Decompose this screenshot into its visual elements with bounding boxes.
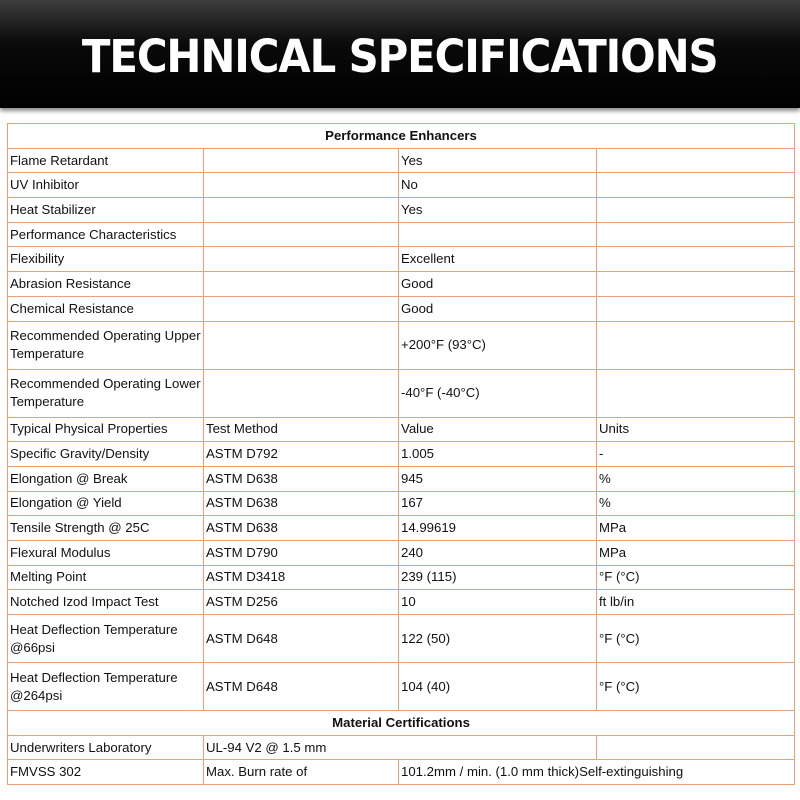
value-cell: -40°F (-40°C) <box>399 369 597 417</box>
property-cell: Underwriters Laboratory <box>8 735 204 760</box>
method-cell: ASTM D256 <box>204 590 399 615</box>
units-cell <box>597 321 795 369</box>
property-cell: Recommended Operating Lower Temperature <box>8 369 204 417</box>
property-cell: Flexibility <box>8 247 204 272</box>
value-cell: No <box>399 173 597 198</box>
property-cell: Flame Retardant <box>8 148 204 173</box>
value-cell <box>399 222 597 247</box>
table-row <box>8 272 795 297</box>
units-cell: °F (°C) <box>597 565 795 590</box>
table-row <box>8 369 795 417</box>
value-cell: 122 (50) <box>399 615 597 663</box>
header-value: Value <box>399 417 597 442</box>
property-cell: Heat Stabilizer <box>8 198 204 223</box>
units-cell <box>597 247 795 272</box>
method-cell <box>204 369 399 417</box>
table-row <box>8 663 795 711</box>
method-cell <box>204 321 399 369</box>
units-cell: ft lb/in <box>597 590 795 615</box>
value-cell: Good <box>399 272 597 297</box>
method-cell <box>204 296 399 321</box>
section-title-performance-enhancers: Performance Enhancers <box>8 124 795 149</box>
table-row <box>8 296 795 321</box>
units-cell: - <box>597 442 795 467</box>
method-cell <box>204 148 399 173</box>
units-cell <box>597 198 795 223</box>
header-test-method: Test Method <box>204 417 399 442</box>
value-cell: 1.005 <box>399 442 597 467</box>
section-title-material-certifications: Material Certifications <box>8 711 795 736</box>
method-cell: ASTM D638 <box>204 466 399 491</box>
units-cell <box>597 272 795 297</box>
header-units: Units <box>597 417 795 442</box>
property-cell: UV Inhibitor <box>8 173 204 198</box>
property-cell: Abrasion Resistance <box>8 272 204 297</box>
value-cell: 167 <box>399 491 597 516</box>
property-cell: Recommended Operating Upper Temperature <box>8 321 204 369</box>
value-cell: +200°F (93°C) <box>399 321 597 369</box>
property-cell: Melting Point <box>8 565 204 590</box>
method-cell: ASTM D648 <box>204 615 399 663</box>
units-cell: MPa <box>597 516 795 541</box>
column-header-row <box>8 417 795 442</box>
title-banner <box>0 0 800 108</box>
method-cell: ASTM D3418 <box>204 565 399 590</box>
units-cell <box>597 222 795 247</box>
property-cell: Specific Gravity/Density <box>8 442 204 467</box>
value-cell: UL-94 V2 @ 1.5 mm <box>204 735 597 760</box>
table-row <box>8 760 795 785</box>
method-cell: ASTM D792 <box>204 442 399 467</box>
property-cell: Chemical Resistance <box>8 296 204 321</box>
method-cell <box>204 272 399 297</box>
value-cell: Yes <box>399 198 597 223</box>
spec-table <box>7 123 795 785</box>
value-cell: Yes <box>399 148 597 173</box>
value-cell: 239 (115) <box>399 565 597 590</box>
table-row <box>8 491 795 516</box>
value-cell: Good <box>399 296 597 321</box>
table-row <box>8 222 795 247</box>
method-cell: ASTM D790 <box>204 540 399 565</box>
method-cell: ASTM D638 <box>204 491 399 516</box>
method-cell: ASTM D638 <box>204 516 399 541</box>
value-cell: 101.2mm / min. (1.0 mm thick)Self-extinguishing <box>399 760 795 785</box>
method-cell <box>204 198 399 223</box>
table-row <box>8 173 795 198</box>
method-cell: Max. Burn rate of <box>204 760 399 785</box>
value-cell: 14.99619 <box>399 516 597 541</box>
property-cell: Elongation @ Break <box>8 466 204 491</box>
property-cell: Elongation @ Yield <box>8 491 204 516</box>
value-cell: 240 <box>399 540 597 565</box>
table-row <box>8 735 795 760</box>
units-cell: % <box>597 491 795 516</box>
value-cell: 10 <box>399 590 597 615</box>
units-cell <box>597 148 795 173</box>
section-header-row <box>8 124 795 149</box>
section-header-row <box>8 711 795 736</box>
method-cell <box>204 247 399 272</box>
units-cell: MPa <box>597 540 795 565</box>
table-row <box>8 466 795 491</box>
property-cell: Heat Deflection Temperature @264psi <box>8 663 204 711</box>
table-row <box>8 540 795 565</box>
method-cell: ASTM D648 <box>204 663 399 711</box>
property-cell: Heat Deflection Temperature @66psi <box>8 615 204 663</box>
property-cell: Notched Izod Impact Test <box>8 590 204 615</box>
page-title: TECHNICAL SPECIFICATIONS <box>82 29 718 83</box>
table-row <box>8 321 795 369</box>
units-cell <box>597 735 795 760</box>
header-property: Typical Physical Properties <box>8 417 204 442</box>
value-cell: 104 (40) <box>399 663 597 711</box>
units-cell: °F (°C) <box>597 615 795 663</box>
units-cell <box>597 369 795 417</box>
table-row <box>8 148 795 173</box>
property-cell: Performance Characteristics <box>8 222 204 247</box>
table-row <box>8 442 795 467</box>
property-cell: Tensile Strength @ 25C <box>8 516 204 541</box>
units-cell: % <box>597 466 795 491</box>
table-row <box>8 590 795 615</box>
property-cell: Flexural Modulus <box>8 540 204 565</box>
table-row <box>8 247 795 272</box>
property-cell: FMVSS 302 <box>8 760 204 785</box>
method-cell <box>204 173 399 198</box>
table-row <box>8 198 795 223</box>
table-row <box>8 615 795 663</box>
units-cell: °F (°C) <box>597 663 795 711</box>
value-cell: 945 <box>399 466 597 491</box>
method-cell <box>204 222 399 247</box>
units-cell <box>597 296 795 321</box>
value-cell: Excellent <box>399 247 597 272</box>
table-row <box>8 565 795 590</box>
units-cell <box>597 173 795 198</box>
table-row <box>8 516 795 541</box>
